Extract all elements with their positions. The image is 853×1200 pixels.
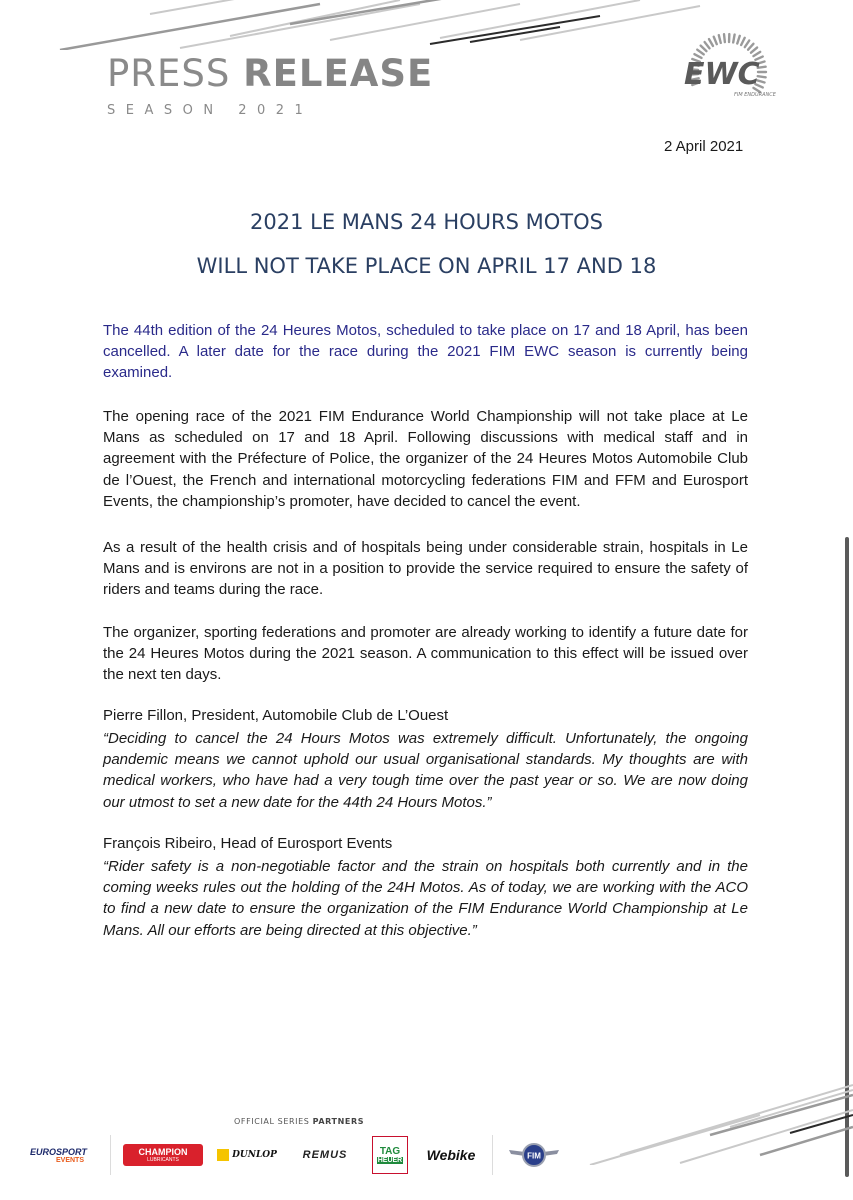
logo-tick [701, 46, 707, 52]
fim-logo [506, 1140, 562, 1170]
press-date: 2 April 2021 [664, 138, 744, 155]
footer-stripes [560, 1055, 853, 1165]
logo-tick [753, 52, 760, 56]
logo-tick [748, 44, 753, 50]
logo-tick [745, 40, 749, 47]
body-paragraph-2: As a result of the health crisis and of hospitals being under considerable strain, hospitals in Le Mans and is environs are not in a position to provide the service required to ensure the safety of riders and teams during the race. [103, 539, 748, 599]
logo-tick [719, 35, 721, 43]
logo-tick [751, 48, 757, 53]
remus-logo: REMUS [302, 1149, 348, 1161]
logo-tick [709, 39, 713, 46]
press-release-title: PRESS RELEASE [107, 52, 434, 95]
logo-tick [741, 38, 745, 45]
logo-tick [737, 36, 739, 44]
body-paragraph-3: The organizer, sporting federations and promoter are already working to identify a future date for the 24 Heures Motos during the 2021 season. A communication to this effect will be issued over the next ten days. [103, 624, 748, 684]
logo-tick [697, 50, 703, 55]
svg-text:FIM ENDURANCE: FIM ENDURANCE [734, 92, 776, 98]
speaker-1-name: Pierre Fillon, President, Automobile Club de L’Ouest [103, 707, 449, 724]
sponsor-divider [110, 1135, 111, 1175]
logo-tick [724, 34, 725, 42]
ewc-logo [664, 28, 804, 118]
speaker-1-quote: “Deciding to cancel the 24 Hours Motos was extremely difficult. Unfortunately, the ongoing pandemic means we cannot uphold our usual organisational standards. My thoughts are with medical workers, who have had a very tough time over the past year or so. We are now doing our utmost to set a new date for the 44th 24 Hours Motos.” [103, 730, 748, 811]
eurosport-events-logo: EUROSPORT EVENTS [30, 1146, 87, 1164]
logo-tick [705, 42, 710, 48]
champion-lubricants-logo: CHAMPION LUBRICANTS [122, 1140, 204, 1170]
official-partners-label: OFFICIAL SERIES PARTNERS [234, 1117, 365, 1126]
headline-line-2: WILL NOT TAKE PLACE ON APRIL 17 AND 18 [196, 254, 657, 278]
season-label: SEASON 2021 [107, 103, 314, 118]
body-paragraph-1: The opening race of the 2021 FIM Endurance World Championship will not take place at Le Mans as scheduled on 17 and 18 April. Following discussions with medical staff and in agreement with the Préfecture of Police, the organizer of the 24 Heures Motos Automobile Club de l’Ouest, the French and international motorcycling federations FIM and FFM and Eurosport Events, the championship’s promoter, have decided to cancel the event. [103, 408, 748, 510]
speaker-2-name: François Ribeiro, Head of Eurosport Events [103, 835, 393, 852]
speaker-2-quote: “Rider safety is a non-negotiable factor and the strain on hospitals both currently and in the coming weeks rules out the holding of the 24H Motos. As of today, we are working with the ACO to find a new date to ensure the organization of the FIM Endurance World Championship at Le Mans. All our efforts are being directed at this objective.” [103, 858, 748, 939]
webike-logo: Webike [426, 1147, 476, 1163]
logo-tick [733, 35, 734, 43]
svg-text:EWC: EWC [684, 57, 760, 92]
svg-text:FIM: FIM [527, 1151, 541, 1161]
lead-paragraph: The 44th edition of the 24 Heures Motos, scheduled to take place on 17 and 18 April, has been cancelled. A later date for the race during the 2021 FIM EWC season is currently being examined. [103, 322, 748, 382]
sponsor-divider [492, 1135, 493, 1175]
headline-line-1: 2021 LE MANS 24 HOURS MOTOS [250, 210, 603, 234]
tag-heuer-logo: TAG HEUER [370, 1140, 410, 1170]
dunlop-logo: DUNLOP [214, 1140, 280, 1170]
fim-wings-icon [507, 1140, 561, 1170]
dunlop-arrow-icon [217, 1149, 229, 1161]
logo-tick [714, 37, 717, 44]
